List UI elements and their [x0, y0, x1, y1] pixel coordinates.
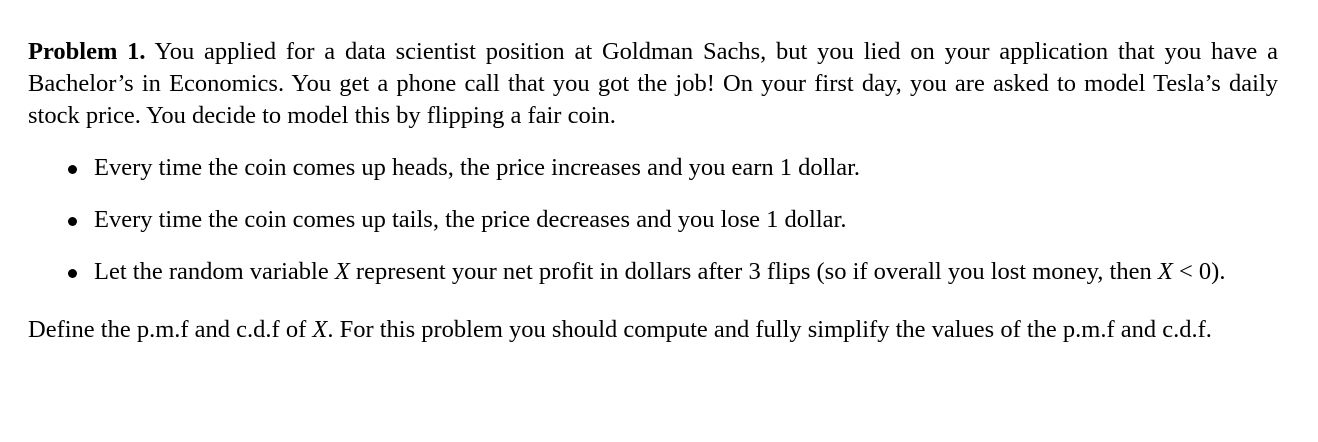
- bullet-text-rv-part3: < 0).: [1172, 258, 1226, 285]
- problem-closing-paragraph: [28, 314, 1278, 346]
- problem-intro-paragraph: [28, 36, 1278, 132]
- bullet-text-tails: Every time the coin comes up tails, the price decreases and you lose 1 dollar.: [94, 206, 847, 233]
- bullet-text-rv-part2: represent your net profit in dollars after 3 flips (so if overall you lost money, then: [349, 258, 1158, 285]
- math-variable-x: X: [1157, 258, 1173, 285]
- bullet-list: [28, 152, 1278, 288]
- problem-heading: Problem 1.: [28, 38, 146, 65]
- bullet-text-heads: Every time the coin comes up heads, the price increases and you earn 1 dollar.: [94, 154, 861, 181]
- math-variable-x: X: [312, 316, 328, 343]
- closing-text-part2: . For this problem you should compute and fully simplify the values of the p.m.f and c.d.f.: [327, 316, 1212, 343]
- bullet-item-heads: [28, 152, 1278, 184]
- math-variable-x: X: [334, 258, 350, 285]
- bullet-dot-icon: [68, 165, 77, 174]
- bullet-text-rv-part1: Let the random variable: [94, 258, 335, 285]
- bullet-item-tails: [28, 204, 1278, 236]
- problem-intro-text: You applied for a data scientist position at Goldman Sachs, but you lied on your application that you have a Bachelor’s in Economics. You get a phone call that you got the job! On your first day, you are asked to model Tesla’s daily stock price. You decide to model this by flipping a fair coin.: [28, 38, 1278, 129]
- closing-text-part1: Define the p.m.f and c.d.f of: [28, 316, 313, 343]
- bullet-item-random-variable: [28, 256, 1278, 288]
- bullet-dot-icon: [68, 269, 77, 278]
- bullet-dot-icon: [68, 217, 77, 226]
- problem-document: [28, 36, 1278, 346]
